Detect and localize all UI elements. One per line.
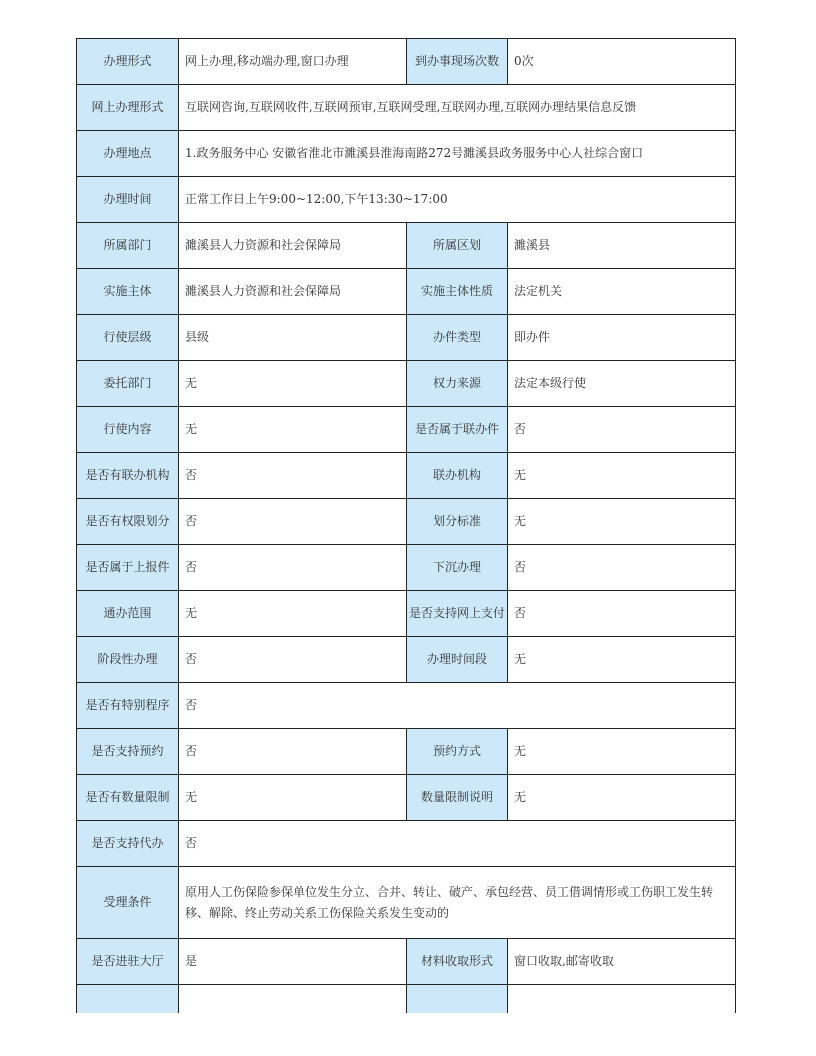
service-info-table [76,38,736,1013]
field-value: 无 [179,591,407,637]
table-row [77,177,736,223]
field-value: 否 [179,453,407,499]
field-value: 濉溪县人力资源和社会保障局 [179,269,407,315]
table-row [77,985,736,1013]
field-value: 濉溪县 [508,223,736,269]
field-label: 下沉办理 [407,545,508,591]
field-label: 是否有数量限制 [77,775,179,821]
field-value: 法定本级行使 [508,361,736,407]
field-label: 受理条件 [77,867,179,939]
field-value: 无 [179,407,407,453]
field-label: 预约方式 [407,729,508,775]
field-value: 否 [179,545,407,591]
field-label: 实施主体 [77,269,179,315]
table-row [77,223,736,269]
field-value: 濉溪县人力资源和社会保障局 [179,223,407,269]
table-row [77,269,736,315]
field-label: 实施主体性质 [407,269,508,315]
field-label: 是否属于上报件 [77,545,179,591]
field-value: 正常工作日上午9:00~12:00,下午13:30~17:00 [179,177,736,223]
field-value: 无 [508,453,736,499]
field-value: 1.政务服务中心 安徽省淮北市濉溪县淮海南路272号濉溪县政务服务中心人社综合窗口 [179,131,736,177]
table-row [77,867,736,939]
table-row [77,591,736,637]
field-label: 是否支持预约 [77,729,179,775]
field-label: 所属区划 [407,223,508,269]
field-value: 否 [179,637,407,683]
field-label: 是否有联办机构 [77,453,179,499]
table-row [77,361,736,407]
field-label: 权力来源 [407,361,508,407]
table-row [77,499,736,545]
field-label [407,985,508,1013]
table-row [77,39,736,85]
field-value: 原用人工伤保险参保单位发生分立、合并、转让、破产、承包经营、员工借调情形或工伤职工发生转移、解除、终止劳动关系工伤保险关系发生变动的 [179,867,736,939]
table-row [77,545,736,591]
field-value: 县级 [179,315,407,361]
table-row [77,729,736,775]
table-row [77,775,736,821]
table-row [77,939,736,985]
field-label: 到办事现场次数 [407,39,508,85]
field-label: 网上办理形式 [77,85,179,131]
field-label [77,985,179,1013]
field-label: 办件类型 [407,315,508,361]
field-value: 互联网咨询,互联网收件,互联网预审,互联网受理,互联网办理,互联网办理结果信息反馈 [179,85,736,131]
field-label: 数量限制说明 [407,775,508,821]
field-label: 材料收取形式 [407,939,508,985]
field-label: 阶段性办理 [77,637,179,683]
field-value: 否 [179,821,736,867]
field-value: 否 [179,499,407,545]
field-value: 窗口收取,邮寄收取 [508,939,736,985]
table-row [77,683,736,729]
field-value: 无 [179,361,407,407]
field-value: 无 [508,499,736,545]
field-value: 否 [179,729,407,775]
field-value: 否 [508,407,736,453]
field-label: 办理时间 [77,177,179,223]
field-label: 办理形式 [77,39,179,85]
table-body [77,39,736,1013]
field-label: 是否支持代办 [77,821,179,867]
field-value: 是 [179,939,407,985]
field-label: 是否属于联办件 [407,407,508,453]
field-label: 是否有特别程序 [77,683,179,729]
field-value: 0次 [508,39,736,85]
field-value: 无 [508,775,736,821]
field-label: 所属部门 [77,223,179,269]
field-label: 办理地点 [77,131,179,177]
field-value: 无 [508,637,736,683]
table-row [77,453,736,499]
field-value [508,985,736,1013]
field-label: 办理时间段 [407,637,508,683]
field-label: 是否进驻大厅 [77,939,179,985]
table-row [77,821,736,867]
field-value: 否 [179,683,736,729]
field-value: 法定机关 [508,269,736,315]
field-value: 否 [508,545,736,591]
field-label: 行使层级 [77,315,179,361]
table-row [77,131,736,177]
field-label: 划分标准 [407,499,508,545]
field-label: 行使内容 [77,407,179,453]
field-label: 联办机构 [407,453,508,499]
field-value [179,985,407,1013]
field-value: 即办件 [508,315,736,361]
table-row [77,315,736,361]
field-value: 无 [508,729,736,775]
field-label: 是否支持网上支付 [407,591,508,637]
table-row [77,407,736,453]
field-value: 网上办理,移动端办理,窗口办理 [179,39,407,85]
table-row [77,637,736,683]
field-label: 是否有权限划分 [77,499,179,545]
field-label: 通办范围 [77,591,179,637]
field-value: 无 [179,775,407,821]
table-row [77,85,736,131]
field-value: 否 [508,591,736,637]
field-label: 委托部门 [77,361,179,407]
